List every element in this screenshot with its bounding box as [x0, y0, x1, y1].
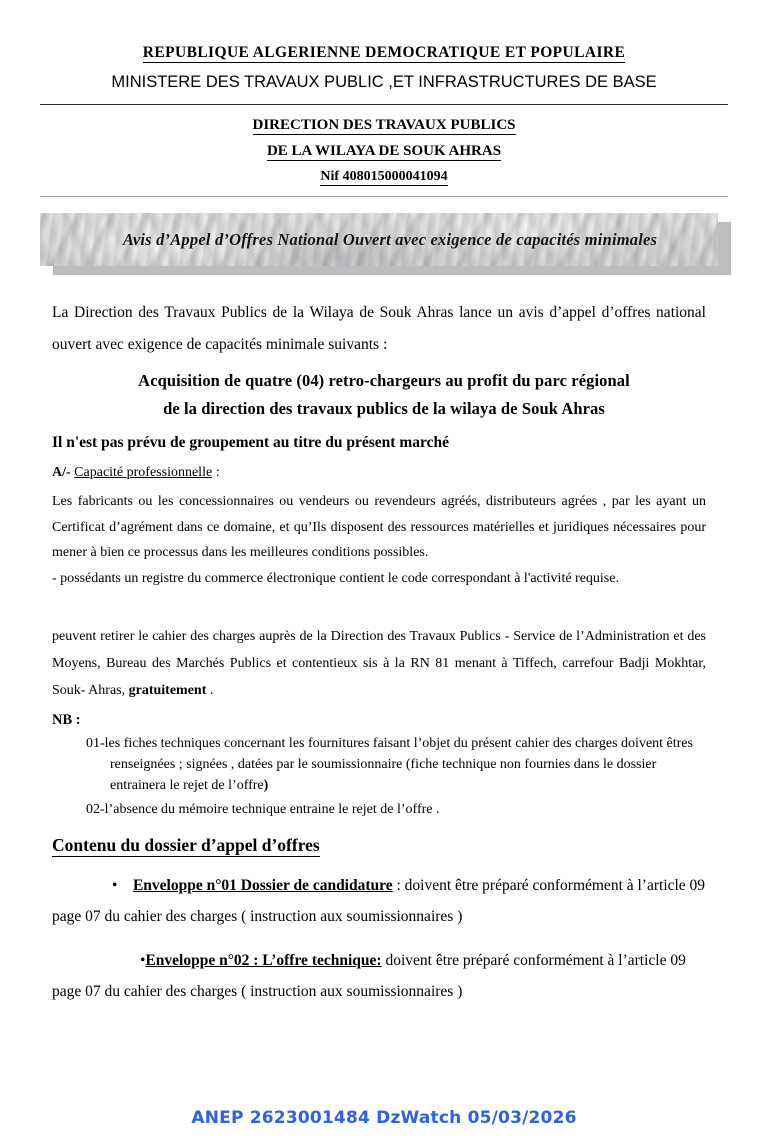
object-title-line2: de la direction des travaux publics de la wilaya de Souk Ahras [163, 399, 605, 419]
withdrawal-text-part1: peuvent retirer le cahier des charges auprès de la Direction des Travaux Publics - Service de l’Administration et des Moyens, Bureau des Marchés Publics et contentieux sis à la RN 81 menant à Tiffech, carrefour Badji Mokhtar, Souk- Ahras, [52, 628, 706, 699]
envelope-2-text: doivent être préparé conformément à l’article 09 page 07 du cahier des charges ( instruction aux soumissionnaires ) [52, 951, 686, 1000]
announcement-banner [40, 213, 728, 275]
contenu-section-title-text: Contenu du dossier d’appel d’offres [52, 835, 320, 856]
direction-header-text: DIRECTION DES TRAVAUX PUBLICS [252, 117, 516, 134]
section-a-suffix: : [212, 465, 220, 481]
nif-header [40, 169, 728, 185]
banner-marble-surface [40, 213, 718, 266]
wilaya-header-text: DE LA WILAYA DE SOUK AHRAS [266, 143, 502, 160]
direction-header [40, 117, 728, 134]
intro-paragraph: La Direction des Travaux Publics de la Wilaya de Souk Ahras lance un avis d’appel d’offres national ouvert avec exigence de capacités minimale suivants : [52, 304, 706, 353]
envelope-1-text: : doivent être préparé conformément à l’article 09 page 07 du cahier des charges ( instruction aux soumissionnaires ) [52, 876, 706, 925]
banner-title: Avis d’Appel d’Offres National Ouvert avec exigence de capacités minimales [122, 229, 658, 249]
nb-item-text-bold: ) [263, 778, 269, 794]
nb-list-item [86, 799, 698, 820]
header-divider-bottom [40, 196, 728, 197]
envelope-2-label: Enveloppe n°02 : L’offre technique: [145, 951, 382, 969]
nb-list-item [86, 733, 698, 796]
section-a-heading [40, 463, 728, 483]
nb-label: NB : [52, 711, 81, 728]
republic-header-text: REPUBLIQUE ALGERIENNE DEMOCRATIQUE ET POPULAIRE [142, 44, 626, 61]
nb-item-number: 02- [86, 802, 105, 818]
section-a-prefix: A/- [52, 465, 75, 481]
object-title [40, 367, 728, 425]
withdrawal-text-part2: . [206, 683, 214, 699]
document-body [40, 297, 728, 1007]
object-title-line1: Acquisition de quatre (04) retro-chargeurs au profit du parc régional [138, 370, 630, 390]
contenu-section-title [40, 834, 728, 857]
no-grouping-note: Il n'est pas prévu de groupement au titre du présent marché [52, 434, 449, 452]
nb-item-text: l’absence du mémoire technique entraine le rejet de l’offre . [104, 802, 440, 818]
wilaya-header [40, 143, 728, 160]
nb-list [40, 733, 728, 820]
envelope-1-paragraph [40, 870, 728, 932]
republic-header [40, 0, 728, 61]
header-divider-top [40, 104, 728, 105]
section-a-label: Capacité professionnelle [74, 465, 213, 481]
envelope-2-paragraph [40, 945, 728, 1007]
gratuitement-emphasis: gratuitement [128, 683, 207, 699]
ministry-header: MINISTERE DES TRAVAUX PUBLIC ,ET INFRASTRUCTURES DE BASE [111, 73, 657, 92]
bullet-icon: • [140, 951, 146, 969]
nif-header-text: Nif 408015000041094 [320, 169, 448, 185]
nb-item-number: 01- [86, 736, 105, 752]
anep-footer: ANEP 2623001484 DzWatch 05/03/2026 [191, 1108, 577, 1128]
registre-line: - possédants un registre du commerce électronique contient le code correspondant à l'activité requise. [52, 571, 619, 587]
envelope-1-label: Enveloppe n°01 Dossier de candidature [132, 876, 393, 894]
withdrawal-paragraph [40, 623, 728, 705]
capacity-paragraph: Les fabricants ou les concessionnaires ou vendeurs ou revendeurs agréés, distributeurs agrées , par les ayant un Certificat d’agrément dans ce domaine, et qu’Ils disposent des ressources matérielles et juridiques nécessaires pour mener à bien ce processus dans les meilleures conditions possibles. [52, 493, 706, 561]
bullet-icon: • [112, 876, 118, 894]
nb-item-text: les fiches techniques concernant les fournitures faisant l’objet du présent cahier des charges doivent êtres renseignées ; signées , datées par le soumissionnaire (fiche technique non fournies dans le dossier entrainera le rejet de l’offre [104, 736, 693, 794]
